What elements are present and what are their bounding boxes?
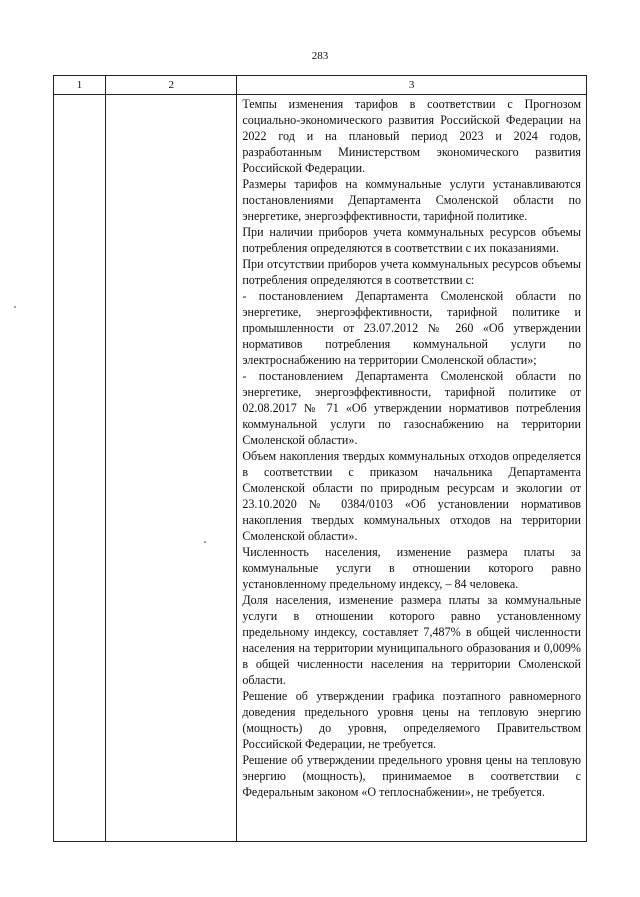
document-table — [53, 75, 587, 842]
column-header-1: 1 — [54, 76, 106, 95]
scan-speck — [204, 541, 206, 543]
scan-speck — [14, 306, 16, 308]
paragraph-metering-absent: При отсутствии приборов учета коммунальных ресурсов объемы потребления определяются в соответствии с: — [242, 257, 581, 287]
paragraph-population-share: Доля населения, изменение размера платы за коммунальные услуги в отношении которого равно установленному предельному индексу, составляет 7,487% в общей численности населения на территории муниципального образования и 0,009% в общей численности населения на территории Смоленской области. — [242, 593, 581, 687]
column-2-cell — [106, 95, 237, 842]
paragraph-heat-schedule-decision: Решение об утверждении графика поэтапного равномерного доведения предельного уровня цены на тепловую энергию (мощность) до уровня, определяемого Правительством Российской Федерации, не требуется. — [242, 689, 581, 751]
page-number: 283 — [311, 50, 329, 62]
column-header-3: 3 — [237, 76, 587, 95]
paragraph-solid-waste: Объем накопления твердых коммунальных отходов определяется в соответствии с приказом начальника Департамента Смоленской области по природным ресурсам и экологии от 23.10.2020 № 0384/0103 «Об установлении нормативов накопления твердых коммунальных отходов на территории Смоленской области». — [242, 449, 581, 543]
paragraph-heat-price-decision: Решение об утверждении предельного уровня цены на тепловую энергию (мощность), принимаемое в соответствии с Федеральным законом «О теплоснабжении», не требуется. — [242, 753, 581, 799]
paragraph-population-count: Численность населения, изменение размера платы за коммунальные услуги в отношении которого равно установленному предельному индексу, – 84 человека. — [242, 545, 581, 591]
paragraph-metering-present: При наличии приборов учета коммунальных ресурсов объемы потребления определяются в соответствии с их показаниями. — [242, 225, 581, 255]
column-3-cell — [237, 95, 587, 842]
table-row — [54, 95, 587, 842]
column-1-cell — [54, 95, 106, 842]
table-header-row — [54, 76, 587, 95]
paragraph-gas-resolution: - постановлением Департамента Смоленской области по энергетике, энергоэффективности, тарифной политике от 02.08.2017 № 71 «Об утверждении нормативов потребления коммунальной услуги по газоснабжению на территории Смоленской области». — [242, 369, 581, 447]
paragraph-tariff-change-rates: Темпы изменения тарифов в соответствии с Прогнозом социально-экономического развития Российской Федерации на 2022 год и на плановый период 2023 и 2024 годов, разработанным Министерством экономического развития Российской Федерации. — [242, 97, 581, 175]
paragraph-tariff-sizes: Размеры тарифов на коммунальные услуги устанавливаются постановлениями Департамента Смоленской области по энергетике, энергоэффективности, тарифной политике. — [242, 177, 581, 223]
column-header-2: 2 — [106, 76, 237, 95]
paragraph-electricity-resolution: - постановлением Департамента Смоленской области по энергетике, энергоэффективности, тарифной политике и промышленности от 23.07.2012 № 260 «Об утверждении нормативов потребления коммунальной услуги по электроснабжению на территории Смоленской области»; — [242, 289, 581, 367]
